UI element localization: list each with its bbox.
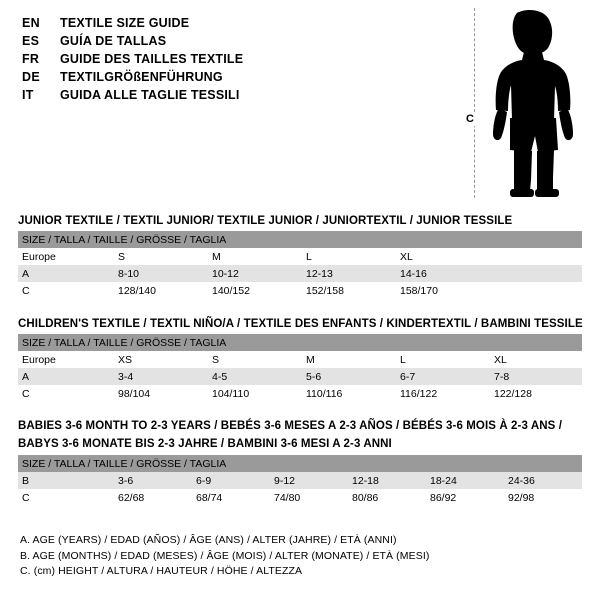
table-row-columns <box>18 248 582 265</box>
column-label: Europe <box>18 248 114 265</box>
language-title: TEXTILGRÖßENFÜHRUNG <box>60 70 223 84</box>
section-babies <box>18 420 582 506</box>
measure-label-c: C <box>466 113 474 125</box>
table-row <box>18 385 582 402</box>
section-junior <box>18 215 582 299</box>
language-row <box>22 14 442 32</box>
column-label: XL <box>490 351 582 368</box>
row-label: C <box>18 385 114 402</box>
cell: 5-6 <box>302 368 396 385</box>
cell: 128/140 <box>114 282 208 299</box>
legend-line: B. AGE (MONTHS) / EDAD (MESES) / ÂGE (MOIS) / ALTER (MONATE) / ETÀ (MESI) <box>20 549 430 562</box>
cell: 4-5 <box>208 368 302 385</box>
cell: 68/74 <box>192 489 270 506</box>
language-header <box>22 14 442 104</box>
cell: 8-10 <box>114 265 208 282</box>
row-label: A <box>18 265 114 282</box>
cell: 152/158 <box>302 282 396 299</box>
section-title: JUNIOR TEXTILE / TEXTIL JUNIOR/ TEXTILE JUNIOR / JUNIORTEXTIL / JUNIOR TESSILE <box>18 215 513 227</box>
size-header-label: SIZE / TALLA / TAILLE / GRÖSSE / TAGLIA <box>18 334 582 351</box>
table-row <box>18 368 582 385</box>
column-label: Europe <box>18 351 114 368</box>
table-header-row <box>18 231 582 248</box>
cell: 10-12 <box>208 265 302 282</box>
column-label: XL <box>396 248 490 265</box>
table-row <box>18 282 582 299</box>
babies-size-table <box>18 455 582 506</box>
language-row <box>22 86 442 104</box>
column-label: L <box>302 248 396 265</box>
height-measure-line <box>474 8 475 198</box>
section-title: CHILDREN'S TEXTILE / TEXTIL NIÑO/A / TEXTILE DES ENFANTS / KINDERTEXTIL / BAMBINI TESSILE <box>18 318 583 330</box>
section-title-line2: BABYS 3-6 MONATE BIS 2-3 JAHRE / BAMBINI 3-6 MESI A 2-3 ANNI <box>18 437 392 450</box>
language-code: ES <box>22 34 40 48</box>
children-size-table <box>18 334 582 402</box>
table-row-columns <box>18 351 582 368</box>
language-code: EN <box>22 16 40 30</box>
table-row <box>18 472 582 489</box>
cell: 140/152 <box>208 282 302 299</box>
column-label: S <box>114 248 208 265</box>
table-row <box>18 489 582 506</box>
cell: 9-12 <box>270 472 348 489</box>
language-code: FR <box>22 52 40 66</box>
cell: 104/110 <box>208 385 302 402</box>
column-label: XS <box>114 351 208 368</box>
table-row <box>18 265 582 282</box>
toddler-silhouette-icon <box>480 10 590 200</box>
row-label: C <box>18 489 114 506</box>
cell: 6-9 <box>192 472 270 489</box>
language-code: DE <box>22 70 40 84</box>
cell: 12-13 <box>302 265 396 282</box>
language-row <box>22 50 442 68</box>
table-header-row <box>18 334 582 351</box>
language-code: IT <box>22 88 34 102</box>
cell: 122/128 <box>490 385 582 402</box>
junior-size-table <box>18 231 582 299</box>
cell: 3-6 <box>114 472 192 489</box>
language-row <box>22 68 442 86</box>
cell: 86/92 <box>426 489 504 506</box>
language-title: GUÍA DE TALLAS <box>60 34 167 48</box>
language-title: TEXTILE SIZE GUIDE <box>60 16 190 30</box>
cell: 92/98 <box>504 489 582 506</box>
cell: 98/104 <box>114 385 208 402</box>
language-title: GUIDA ALLE TAGLIE TESSILI <box>60 88 240 102</box>
cell: 3-4 <box>114 368 208 385</box>
column-label: S <box>208 351 302 368</box>
column-label: M <box>302 351 396 368</box>
cell: 62/68 <box>114 489 192 506</box>
cell: 6-7 <box>396 368 490 385</box>
column-label: M <box>208 248 302 265</box>
table-header-row <box>18 455 582 472</box>
cell: 12-18 <box>348 472 426 489</box>
cell: 14-16 <box>396 265 490 282</box>
row-label: A <box>18 368 114 385</box>
legend-line: A. AGE (YEARS) / EDAD (AÑOS) / ÂGE (ANS) / ALTER (JAHRE) / ETÀ (ANNI) <box>20 534 397 546</box>
cell: 80/86 <box>348 489 426 506</box>
cell: 74/80 <box>270 489 348 506</box>
cell: 18-24 <box>426 472 504 489</box>
column-label: L <box>396 351 490 368</box>
row-label: C <box>18 282 114 299</box>
legend <box>20 533 580 580</box>
section-title: BABIES 3-6 MONTH TO 2-3 YEARS / BEBÉS 3-6 MESES A 2-3 AÑOS / BÉBÉS 3-6 MOIS À 2-3 ANS / <box>18 420 562 432</box>
language-row <box>22 32 442 50</box>
section-children <box>18 318 582 402</box>
size-header-label: SIZE / TALLA / TAILLE / GRÖSSE / TAGLIA <box>18 455 582 472</box>
language-title: GUIDE DES TAILLES TEXTILE <box>60 52 244 66</box>
cell: 158/170 <box>396 282 490 299</box>
cell: 110/116 <box>302 385 396 402</box>
legend-line: C. (cm) HEIGHT / ALTURA / HAUTEUR / HÖHE / ALTEZZA <box>20 565 303 577</box>
size-header-label: SIZE / TALLA / TAILLE / GRÖSSE / TAGLIA <box>18 231 582 248</box>
measurement-figure <box>452 8 592 203</box>
cell: 116/122 <box>396 385 490 402</box>
cell: 24-36 <box>504 472 582 489</box>
row-label: B <box>18 472 114 489</box>
cell: 7-8 <box>490 368 582 385</box>
